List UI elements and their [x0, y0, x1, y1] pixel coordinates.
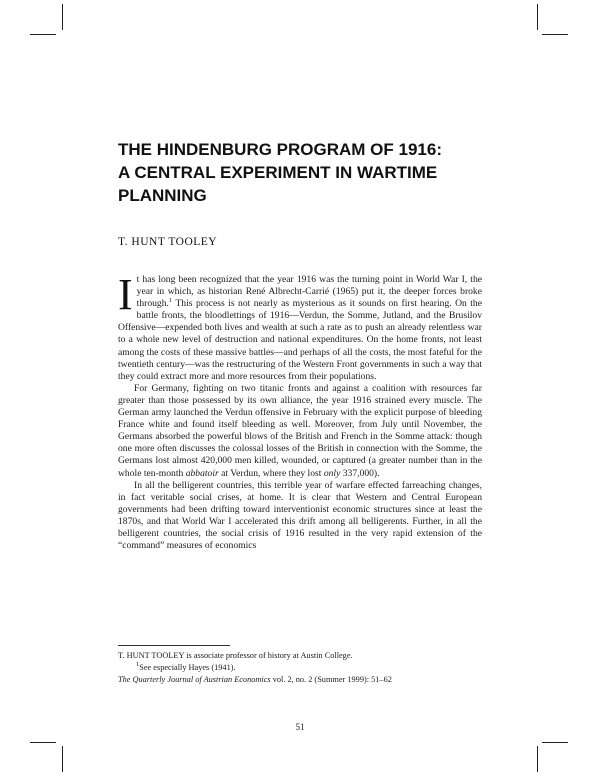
crop-mark-bottom-left-v [62, 746, 63, 772]
crop-mark-top-right-h [542, 34, 568, 35]
crop-mark-top-left-v [62, 4, 63, 30]
title-line-2: A CENTRAL EXPERIMENT IN WARTIME [118, 163, 438, 182]
title-line-3: PLANNING [118, 186, 207, 205]
crop-mark-bottom-right-h [542, 742, 568, 743]
paragraph-2-text-b: at Verdun, where they lost [218, 467, 324, 479]
journal-details: vol. 2, no. 2 (Summer 1999): 51–62 [270, 674, 392, 684]
title-line-1: THE HINDENBURG PROGRAM OF 1916: [118, 140, 442, 159]
paragraph-3 [118, 480, 482, 553]
footnote-1 [118, 662, 482, 674]
crop-mark-top-left-h [30, 34, 56, 35]
paragraph-1-text-b: This process is not nearly as mysterious as it sounds on first hearing. On the battle fronts, the bloodlettings of 1916—Verdun, the Somme, Jutland, and the Brusilov Offensive—expended both lives and wealth at such a rate as to push an already relentless war to a whole new level of destruction and national expenditures. On the home fronts, not least among the costs of these massive battles—and perhaps of all the costs, the most fateful for the twentieth century—was the restructuring of the Western Front governments in such a way that they could extract more and more resources from their populations. [118, 298, 482, 382]
journal-citation [118, 674, 482, 686]
crop-mark-bottom-right-v [537, 746, 538, 772]
drop-cap: I [118, 270, 133, 319]
paragraph-2-italic-b: only [323, 467, 341, 479]
paragraph-2-italic-a: abbatoir [185, 467, 219, 479]
paragraph-3-text: In all the belligerent countries, this terrible year of warfare effected farreaching changes, in fact veritable social crises, at home. It is clear that Western and Central European governments had been drifting toward interventionist economic structures since at least the 1870s, and that World War I accelerated this drift among all belligerents. Further, in all the belligerent countries, the social crisis of 1916 resulted in the very rapid extension of the “command” measures of economics [118, 479, 482, 552]
crop-mark-top-right-v [537, 4, 538, 30]
article-title [118, 138, 498, 207]
article-body [118, 270, 482, 552]
footnote-marker-1[interactable]: 1 [168, 297, 173, 304]
paragraph-2-text-c: 337,000). [340, 467, 380, 479]
paragraph-2-text-a: For Germany, fighting on two titanic fronts and against a coalition with resources far greater than those possessed by its own alliance, the year 1916 strained every muscle. The German army launched the Verdun offensive in February with the explicit purpose of bleeding France white and found itself bleeding as well. Moreover, from July until November, the Germans absorbed the powerful blows of the British and French in the Somme attack: though one more often discusses the colossal losses of the British in connection with the Somme, the Germans lost almost 420,000 men killed, wounded, or captured (a greater number than in the whole ten-month [118, 382, 482, 479]
crop-mark-bottom-left-h [30, 742, 56, 743]
page-number: 51 [295, 722, 305, 732]
paragraph-2 [118, 383, 482, 480]
author-byline: T. HUNT TOOLEY [118, 236, 218, 248]
paragraph-1 [118, 270, 482, 383]
footnote-rule [118, 645, 230, 646]
footnote-1-mark: 1 [136, 661, 140, 669]
footnote-1-text: See especially Hayes (1941). [139, 662, 236, 672]
author-note: T. HUNT TOOLEY is associate professor of history at Austin College. [118, 651, 353, 660]
journal-name: The Quarterly Journal of Austrian Economics [118, 674, 271, 684]
paragraph-1-text-a: t has long been recognized that the year 1916 was the turning point in World War I, the year in which, as historian René Albrecht-Carrié (1965) put it, the deeper forces broke through. [136, 274, 482, 310]
footnotes [118, 650, 482, 685]
